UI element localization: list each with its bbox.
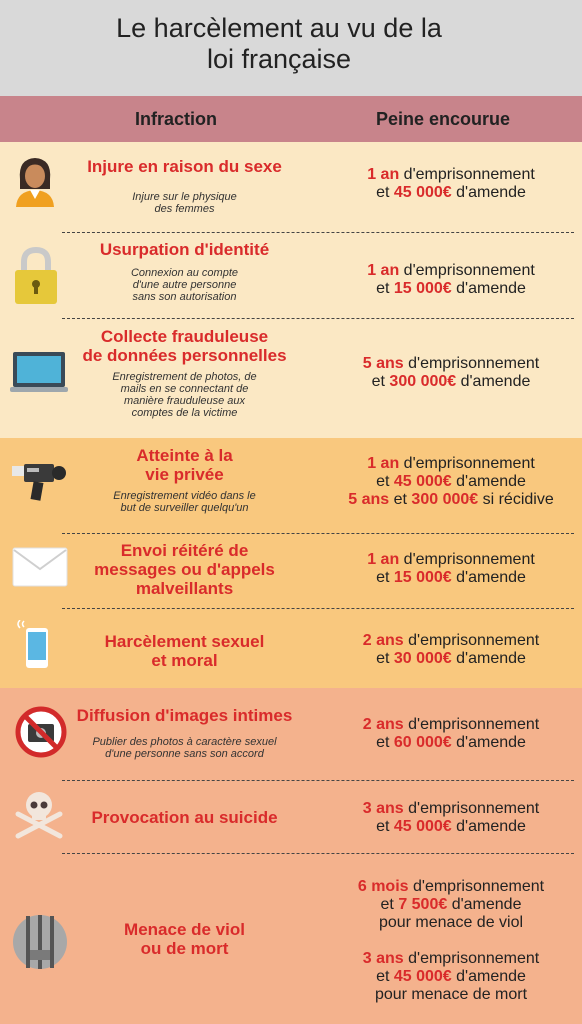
infraction-name-line: Atteinte à la bbox=[136, 446, 233, 465]
description-line: Connexion au compte bbox=[130, 267, 238, 279]
penalty-line bbox=[320, 734, 582, 752]
penalty-text: d'amende bbox=[456, 373, 531, 390]
penalty-text: d'emprisonnement bbox=[399, 455, 535, 472]
infraction-name bbox=[62, 157, 307, 176]
penalty-line bbox=[320, 491, 582, 509]
penalty-text: et bbox=[376, 280, 394, 297]
penalty-line bbox=[320, 986, 582, 1004]
infraction-name-line: et moral bbox=[151, 651, 218, 670]
penalty-amount: 300 000€ bbox=[411, 491, 479, 508]
skull-crossbones-icon bbox=[14, 788, 64, 840]
penalty bbox=[320, 800, 582, 836]
penalty-text: d'emprisonnement bbox=[399, 551, 535, 568]
penalty-text: et bbox=[376, 734, 394, 751]
infraction-name-line: Collecte frauduleuse bbox=[100, 327, 269, 346]
description-line: d'une personne sans son accord bbox=[105, 748, 264, 760]
row-divider bbox=[62, 608, 574, 609]
penalty-line bbox=[320, 455, 582, 473]
penalty bbox=[320, 166, 582, 202]
infraction-name-line: messages ou d'appels bbox=[94, 560, 275, 579]
laptop-icon bbox=[10, 350, 68, 394]
infraction-name bbox=[62, 706, 307, 725]
description-line: Enregistrement vidéo dans le bbox=[113, 490, 256, 502]
penalty-line bbox=[320, 551, 582, 569]
penalty bbox=[320, 878, 582, 1004]
penalty-line bbox=[320, 716, 582, 734]
penalty-amount: 5 ans bbox=[348, 491, 390, 508]
penalty-amount: 1 an bbox=[367, 455, 400, 472]
title-line-2: loi française bbox=[206, 44, 352, 74]
infraction-name bbox=[62, 327, 307, 365]
penalty-line bbox=[320, 896, 582, 914]
penalty-amount: 300 000€ bbox=[389, 373, 457, 390]
penalty bbox=[320, 355, 582, 391]
description-line: manière frauduleuse aux bbox=[123, 395, 246, 407]
description-line: but de surveiller quelqu'un bbox=[120, 502, 249, 514]
penalty-text: et bbox=[380, 896, 399, 913]
penalty-text: et bbox=[376, 184, 394, 201]
penalty-amount: 1 an bbox=[367, 166, 400, 183]
description-line: Injure sur le physique bbox=[132, 191, 237, 203]
penalty-amount: 15 000€ bbox=[393, 280, 452, 297]
woman-avatar-icon bbox=[14, 155, 56, 207]
infraction-name-line: Provocation au suicide bbox=[91, 808, 278, 827]
description-line: des femmes bbox=[154, 203, 215, 215]
penalty-line bbox=[320, 818, 582, 836]
penalty-line bbox=[320, 650, 582, 668]
infraction-name-line: Harcèlement sexuel bbox=[104, 632, 265, 651]
description-line: Publier des photos à caractère sexuel bbox=[92, 736, 277, 748]
penalty-text: d'amende bbox=[451, 569, 526, 586]
penalty-amount: 45 000€ bbox=[393, 473, 452, 490]
penalty-text: et bbox=[376, 650, 394, 667]
penalty-text: d'emprisonnement bbox=[399, 166, 535, 183]
penalty-text: d'emprisonnement bbox=[403, 355, 540, 372]
penalty-text: d'emprisonnement bbox=[403, 950, 540, 967]
infraction-name-line: ou de mort bbox=[140, 939, 229, 958]
penalty-text: d'amende bbox=[451, 968, 526, 985]
infraction-name-line: Injure en raison du sexe bbox=[87, 157, 282, 176]
penalty-text: d'amende bbox=[451, 473, 526, 490]
penalty-line bbox=[320, 914, 582, 932]
title-banner bbox=[0, 0, 582, 96]
infraction-name-line: Usurpation d'identité bbox=[99, 240, 270, 259]
infraction-description bbox=[62, 191, 307, 215]
infraction-name-line: de données personnelles bbox=[82, 346, 287, 365]
penalty-line bbox=[320, 569, 582, 587]
penalty-line bbox=[320, 166, 582, 184]
description-line: Enregistrement de photos, de bbox=[112, 371, 257, 383]
penalty-text: d'emprisonnement bbox=[399, 262, 535, 279]
penalty-line bbox=[320, 950, 582, 968]
penalty-amount: 7 500€ bbox=[398, 896, 448, 913]
video-camera-icon bbox=[12, 460, 66, 504]
description-line: mails en se connectant de bbox=[120, 383, 249, 395]
penalty-text: pour menace de viol bbox=[378, 914, 524, 931]
penalty-amount: 2 ans bbox=[362, 716, 404, 733]
penalty bbox=[320, 455, 582, 509]
infraction-name-line: vie privée bbox=[145, 465, 224, 484]
penalty-amount: 15 000€ bbox=[393, 569, 452, 586]
penalty-amount: 3 ans bbox=[362, 950, 404, 967]
penalty-text: d'emprisonnement bbox=[403, 716, 540, 733]
penalty bbox=[320, 632, 582, 668]
penalty-text: et bbox=[376, 818, 394, 835]
penalty-line bbox=[320, 262, 582, 280]
infraction-name bbox=[62, 446, 307, 484]
penalty bbox=[320, 551, 582, 587]
penalty-amount: 60 000€ bbox=[393, 734, 452, 751]
penalty-amount: 30 000€ bbox=[393, 650, 452, 667]
penalty-line bbox=[320, 878, 582, 896]
description-line: comptes de la victime bbox=[131, 407, 238, 419]
penalty-text: et bbox=[376, 968, 394, 985]
penalty-text: d'amende bbox=[447, 896, 522, 913]
penalty-amount: 45 000€ bbox=[393, 184, 452, 201]
infraction-name-line: Menace de viol bbox=[124, 920, 245, 939]
penalty-text: d'amende bbox=[451, 734, 526, 751]
penalty-line bbox=[320, 800, 582, 818]
penalty-line bbox=[320, 280, 582, 298]
infraction-description bbox=[62, 371, 307, 419]
infraction-name-line: Envoi réitéré de bbox=[120, 541, 249, 560]
description-line: d'une autre personne bbox=[132, 279, 237, 291]
infraction-name bbox=[62, 240, 307, 259]
row-divider bbox=[62, 318, 574, 319]
row-divider bbox=[62, 853, 574, 854]
penalty-amount: 2 ans bbox=[362, 632, 404, 649]
penalty bbox=[320, 716, 582, 752]
infraction-name-line: malveillants bbox=[135, 579, 234, 598]
penalty-line bbox=[320, 932, 582, 950]
prison-cell-icon bbox=[12, 910, 68, 970]
infraction-name bbox=[62, 808, 307, 827]
penalty-amount: 45 000€ bbox=[393, 818, 452, 835]
penalty-text: d'amende bbox=[451, 280, 526, 297]
penalty-text: d'emprisonnement bbox=[403, 632, 540, 649]
infraction-description bbox=[62, 736, 307, 760]
title-line-1: Le harcèlement au vu de la bbox=[116, 13, 442, 43]
penalty-amount: 5 ans bbox=[362, 355, 404, 372]
penalty-amount: 1 an bbox=[367, 262, 400, 279]
penalty-line bbox=[320, 184, 582, 202]
infraction-name bbox=[62, 632, 307, 670]
envelope-icon bbox=[12, 547, 68, 587]
penalty-amount: 6 mois bbox=[357, 878, 409, 895]
description-line: sans son autorisation bbox=[132, 291, 237, 303]
smartphone-icon bbox=[16, 620, 52, 670]
penalty-line bbox=[320, 355, 582, 373]
row-divider bbox=[62, 232, 574, 233]
header-infraction: Infraction bbox=[135, 109, 218, 129]
penalty-text: et bbox=[376, 473, 394, 490]
penalty-text: si récidive bbox=[478, 491, 554, 508]
penalty-text: pour menace de mort bbox=[374, 986, 528, 1003]
penalty bbox=[320, 262, 582, 298]
penalty-line bbox=[320, 968, 582, 986]
infraction-name bbox=[62, 541, 307, 598]
row-divider bbox=[62, 533, 574, 534]
no-camera-icon bbox=[14, 705, 68, 759]
penalty-text: et bbox=[371, 373, 390, 390]
padlock-icon bbox=[12, 246, 60, 306]
header-peine: Peine encourue bbox=[376, 109, 511, 129]
penalty-amount: 45 000€ bbox=[393, 968, 452, 985]
penalty-text: d'emprisonnement bbox=[408, 878, 545, 895]
penalty-line bbox=[320, 632, 582, 650]
infraction-description bbox=[62, 490, 307, 514]
penalty-line bbox=[320, 373, 582, 391]
penalty-text: d'amende bbox=[451, 650, 526, 667]
penalty-amount: 3 ans bbox=[362, 800, 404, 817]
row-divider bbox=[62, 780, 574, 781]
infraction-name bbox=[62, 920, 307, 958]
penalty-text: d'emprisonnement bbox=[403, 800, 540, 817]
penalty-text: et bbox=[376, 569, 394, 586]
penalty-line bbox=[320, 473, 582, 491]
penalty-text: d'amende bbox=[451, 818, 526, 835]
penalty-amount: 1 an bbox=[367, 551, 400, 568]
infraction-name-line: Diffusion d'images intimes bbox=[76, 706, 293, 725]
table-header bbox=[0, 96, 582, 142]
infraction-description bbox=[62, 267, 307, 303]
penalty-text: d'amende bbox=[451, 184, 526, 201]
penalty-text: et bbox=[389, 491, 412, 508]
